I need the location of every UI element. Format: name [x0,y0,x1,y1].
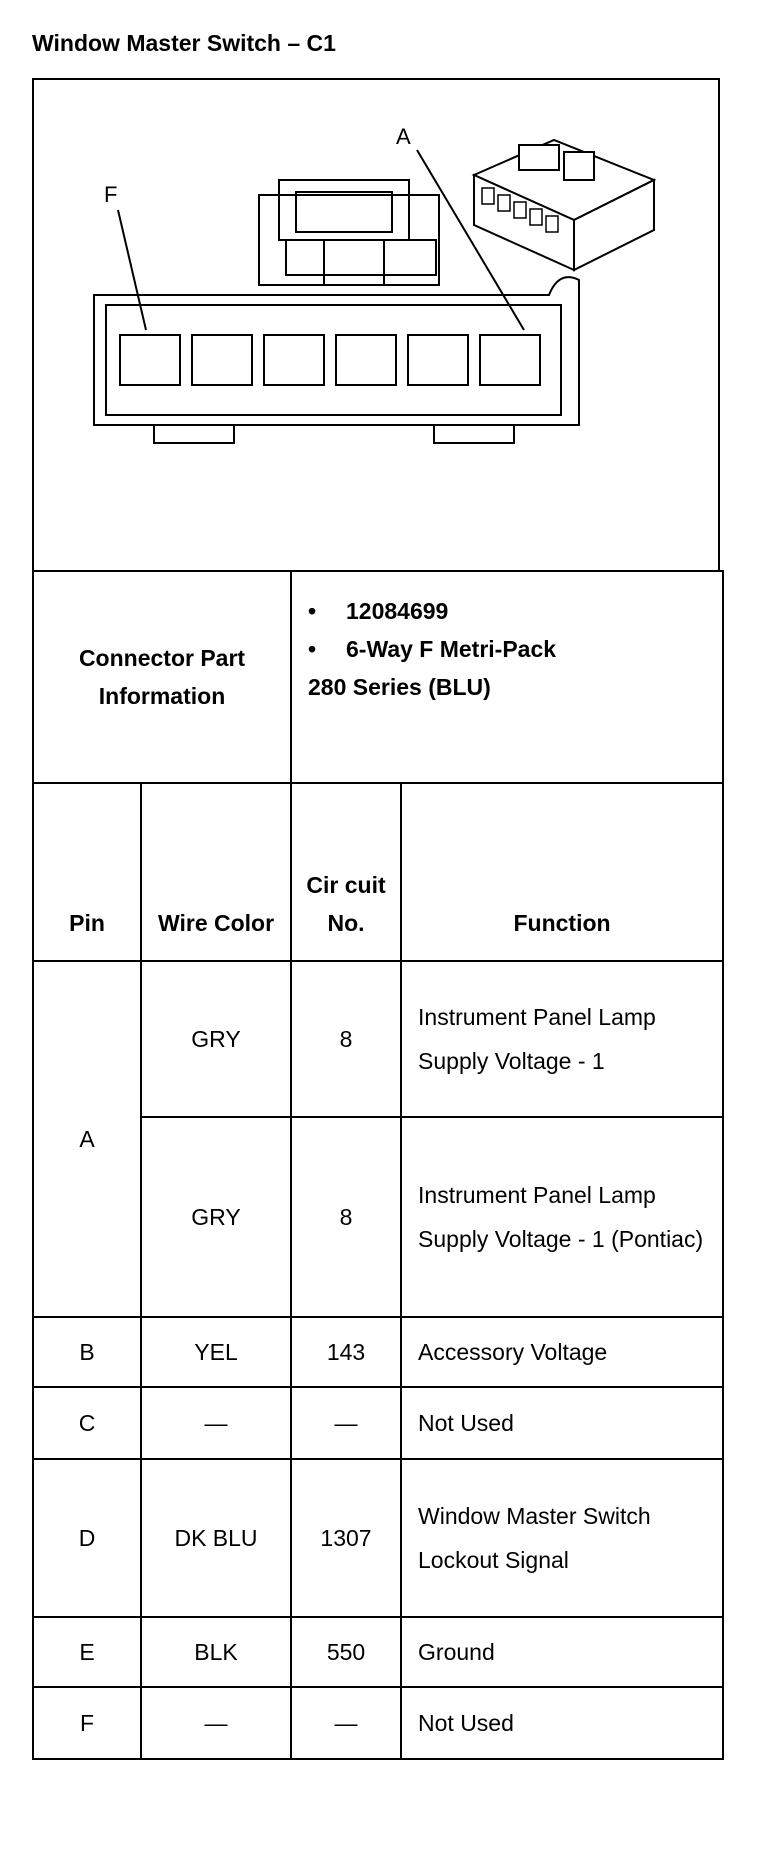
table-row [33,1387,723,1459]
wire-color-cell: GRY [141,1117,291,1317]
pin-cell: E [33,1617,141,1687]
table-row [33,1459,723,1617]
connector-3d-icon [474,140,654,270]
pin-cell: A [33,961,141,1317]
header-pin: Pin [33,783,141,961]
table-row [33,1317,723,1387]
pin-label-f: F [104,182,118,207]
function-cell: Instrument Panel Lamp Supply Voltage - 1 (Pontiac) [401,1117,723,1317]
connector-info-label: Connector Part Information [33,571,291,783]
wire-color-cell: YEL [141,1317,291,1387]
circuit-cell: — [291,1687,401,1759]
wire-color-cell: — [141,1687,291,1759]
part-number: 12084699 [346,598,449,624]
wire-color-cell: GRY [141,961,291,1117]
connector-sheet [32,78,722,1838]
header-row [33,783,723,961]
function-cell: Ground [401,1617,723,1687]
circuit-cell: 8 [291,961,401,1117]
header-wire-color: Wire Color [141,783,291,961]
connector-type: 6-Way F Metri-Pack [346,636,557,662]
header-circuit: Cir cuit No. [291,783,401,961]
connector-info-value: • 12084699 • 6-Way F Metri-Pack 280 Series (BLU) [291,571,723,783]
circuit-cell: 143 [291,1317,401,1387]
table-row [33,1617,723,1687]
function-cell: Instrument Panel Lamp Supply Voltage - 1 [401,961,723,1117]
pin-cell: B [33,1317,141,1387]
function-cell: Accessory Voltage [401,1317,723,1387]
header-function: Function [401,783,723,961]
pin-label-a: A [396,124,411,149]
pin-cell: D [33,1459,141,1617]
page-title: Window Master Switch – C1 [32,30,336,56]
pin-cell: F [33,1687,141,1759]
connector-drawing [34,80,722,574]
table-row [33,961,723,1117]
circuit-cell: 1307 [291,1459,401,1617]
table-row [33,1687,723,1759]
circuit-cell: 550 [291,1617,401,1687]
function-cell: Window Master Switch Lockout Signal [401,1459,723,1617]
circuit-cell: 8 [291,1117,401,1317]
pinout-table [32,570,724,1760]
wire-color-cell: DK BLU [141,1459,291,1617]
circuit-cell: — [291,1387,401,1459]
connector-info-row [33,571,723,783]
connector-series: 280 Series (BLU) [308,674,491,700]
connector-diagram [32,78,720,572]
wire-color-cell: BLK [141,1617,291,1687]
pin-cell: C [33,1387,141,1459]
function-cell: Not Used [401,1387,723,1459]
function-cell: Not Used [401,1687,723,1759]
wire-color-cell: — [141,1387,291,1459]
